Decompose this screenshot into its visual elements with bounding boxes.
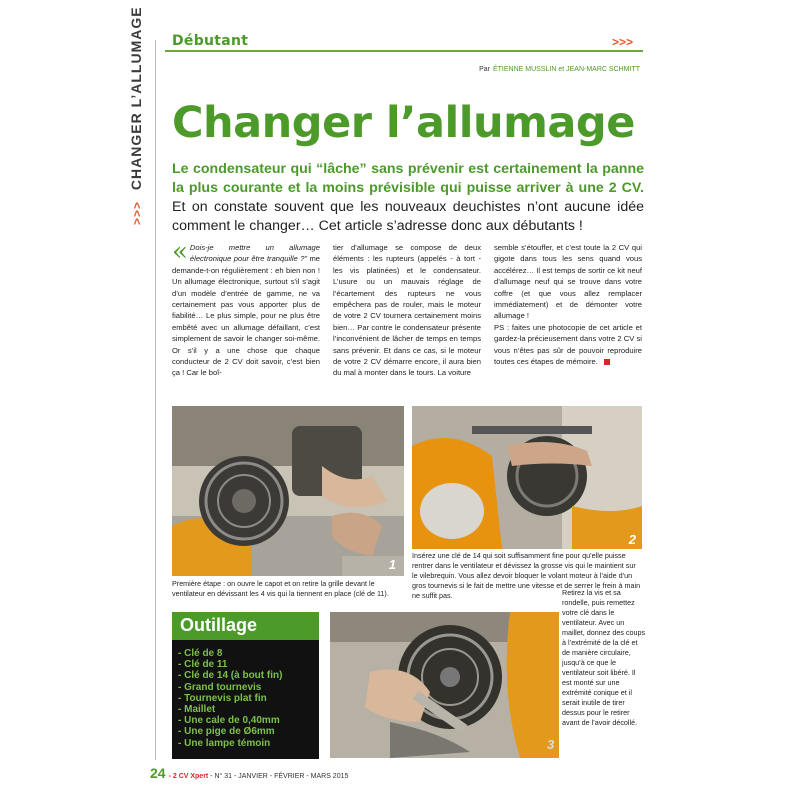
byline (479, 66, 640, 73)
side-title-text: CHANGER L’ALLUMAGE (128, 6, 144, 191)
tool-item: - Une cale de 0,40mm (178, 715, 280, 727)
tools-list (178, 648, 282, 749)
body-column-2 (333, 242, 481, 379)
section-label: Débutant (172, 33, 249, 49)
photo-2-caption: Insérez une clé de 14 qui soit suffisamment fine pour qu’elle puisse rentrer dans le ventilateur et dévissez la grosse vis qui le maintient sur le vilebrequin. Vous allez devoir bloquer le volant moteur à l’aide d’un gros tournevis si le fait de mettre une vitesse et de serrer le frein à main ne suffit pas. (412, 551, 641, 600)
photo-3-caption: Retirez la vis et sa rondelle, puis remettez votre clé dans le ventilateur. Avec un maillet, donnez des coups à l’extrémité de la clé et de manière circulaire, jusqu’à ce que le ventilateur soit libéré. Il est monté sur une extrémité conique et il serait inutile de tirer dessus pour le retirer avant de l’avoir décollé. (562, 588, 646, 727)
intro-bold: Le condensateur qui “lâche” sans prévenir est certainement la panne la plus courante et la moins prévisible qui puisse arriver à une 2 CV. (172, 161, 644, 196)
body-text-1: me demande-t-on régulièrement : eh bien non ! Un allumage électronique, surtout s’il s’agit d’un modèle d’entrée de gamme, ne va certainement pas vous apporter plus de fiabilité… Le plus simple, pour ne plus être embêté avec un allumage défaillant, c’est simplement de savoir le changer soi-même. Or s’il y a une chose que chaque conducteur de 2 CV doit savoir, c’est bien ça ! Car le boî- (172, 254, 320, 378)
tool-item: - Une pige de Ø6mm (178, 726, 275, 738)
photo-1-number: 1 (388, 557, 396, 572)
body-column-1 (172, 237, 320, 379)
photo-2-number: 2 (628, 532, 636, 547)
quote-mark: « (172, 237, 188, 267)
tool-item: - Grand tournevis (178, 681, 262, 693)
side-title (128, 0, 146, 225)
body-text-2: tier d’allumage se compose de deux éléments : les rupteurs (appelés - à tort - les vis platinées) et le condensateur. L’usure ou un mauvais réglage de l’écartement des rupteurs ne vous empêchera pas de rouler, mais le moteur de votre 2 CV tournera certainement moins bien… Par contre le condensateur présente l’inconvénient de lâcher de temps en temps sans prévenir. Et dans ce cas, si le moteur de votre 2 CV démarre encore, il aura bien du mal à monter dans le tours. La voiture (333, 243, 481, 378)
side-divider (155, 40, 156, 760)
tool-item: - Une lampe témoin (178, 737, 271, 749)
photo-2 (412, 406, 642, 549)
tool-item: - Clé de 8 (178, 648, 223, 659)
byline-prefix: Par (479, 66, 490, 73)
photo-3-image (330, 612, 559, 758)
photo-1-image (172, 406, 404, 576)
end-mark (604, 359, 610, 365)
tool-item: - Clé de 11 (178, 659, 228, 671)
photo-3 (330, 612, 559, 758)
body-text-3: semble s’étouffer, et c’est toute la 2 CV qui gigote dans tous les sens quand vous accélérez… Il est temps de sortir ce kit neuf d’allumage neuf qui se trouve dans votre coffre (et que vous allez remplacer immédiatement) et de démonter votre allumage ! (494, 243, 642, 321)
tool-item: - Clé de 14 (à bout fin) (178, 670, 283, 682)
page-footer (150, 765, 348, 781)
intro-paragraph (172, 160, 644, 236)
tool-item: - Tournevis plat fin (178, 692, 267, 704)
body-quote: Dois-je mettre un allumage électronique pour être tranquille ?” (189, 243, 320, 264)
body-ps: PS : faites une photocopie de cet article et gardez-la précieusement dans votre 2 CV si vous n’êtes pas sûr de pouvoir reproduire toutes ces étapes de mémoire. (494, 322, 642, 367)
tool-item: - Maillet (178, 704, 216, 716)
photo-1-caption: Première étape : on ouvre le capot et on retire la grille devant le ventilateur en dévissant les 4 vis qui la tiennent en place (clé de 11). (172, 579, 389, 598)
page-title: Changer l’allumage (172, 98, 635, 148)
photo-1 (172, 406, 404, 576)
footer-brand: - 2 CV Xpert (168, 773, 209, 780)
header-chevrons: >>> (612, 35, 634, 49)
footer-issue: - N° 31 - JANVIER - FÉVRIER - MARS 2015 (208, 773, 349, 780)
tools-header (172, 612, 319, 640)
byline-authors: ÉTIENNE MUSSLIN et JEAN-MARC SCHMITT (492, 66, 640, 73)
photo-3-number: 3 (547, 737, 555, 752)
side-chevrons: >>> (130, 200, 144, 225)
body-column-3 (494, 242, 642, 367)
intro-rest: Et on constate souvent que les nouveaux deuchistes n’ont aucune idée comment le changer… Cet article s’adresse donc aux débutants ! (172, 199, 644, 234)
photo-2-image (412, 406, 642, 549)
tools-title: Outillage (180, 615, 258, 635)
page-number: 24 (150, 765, 166, 781)
